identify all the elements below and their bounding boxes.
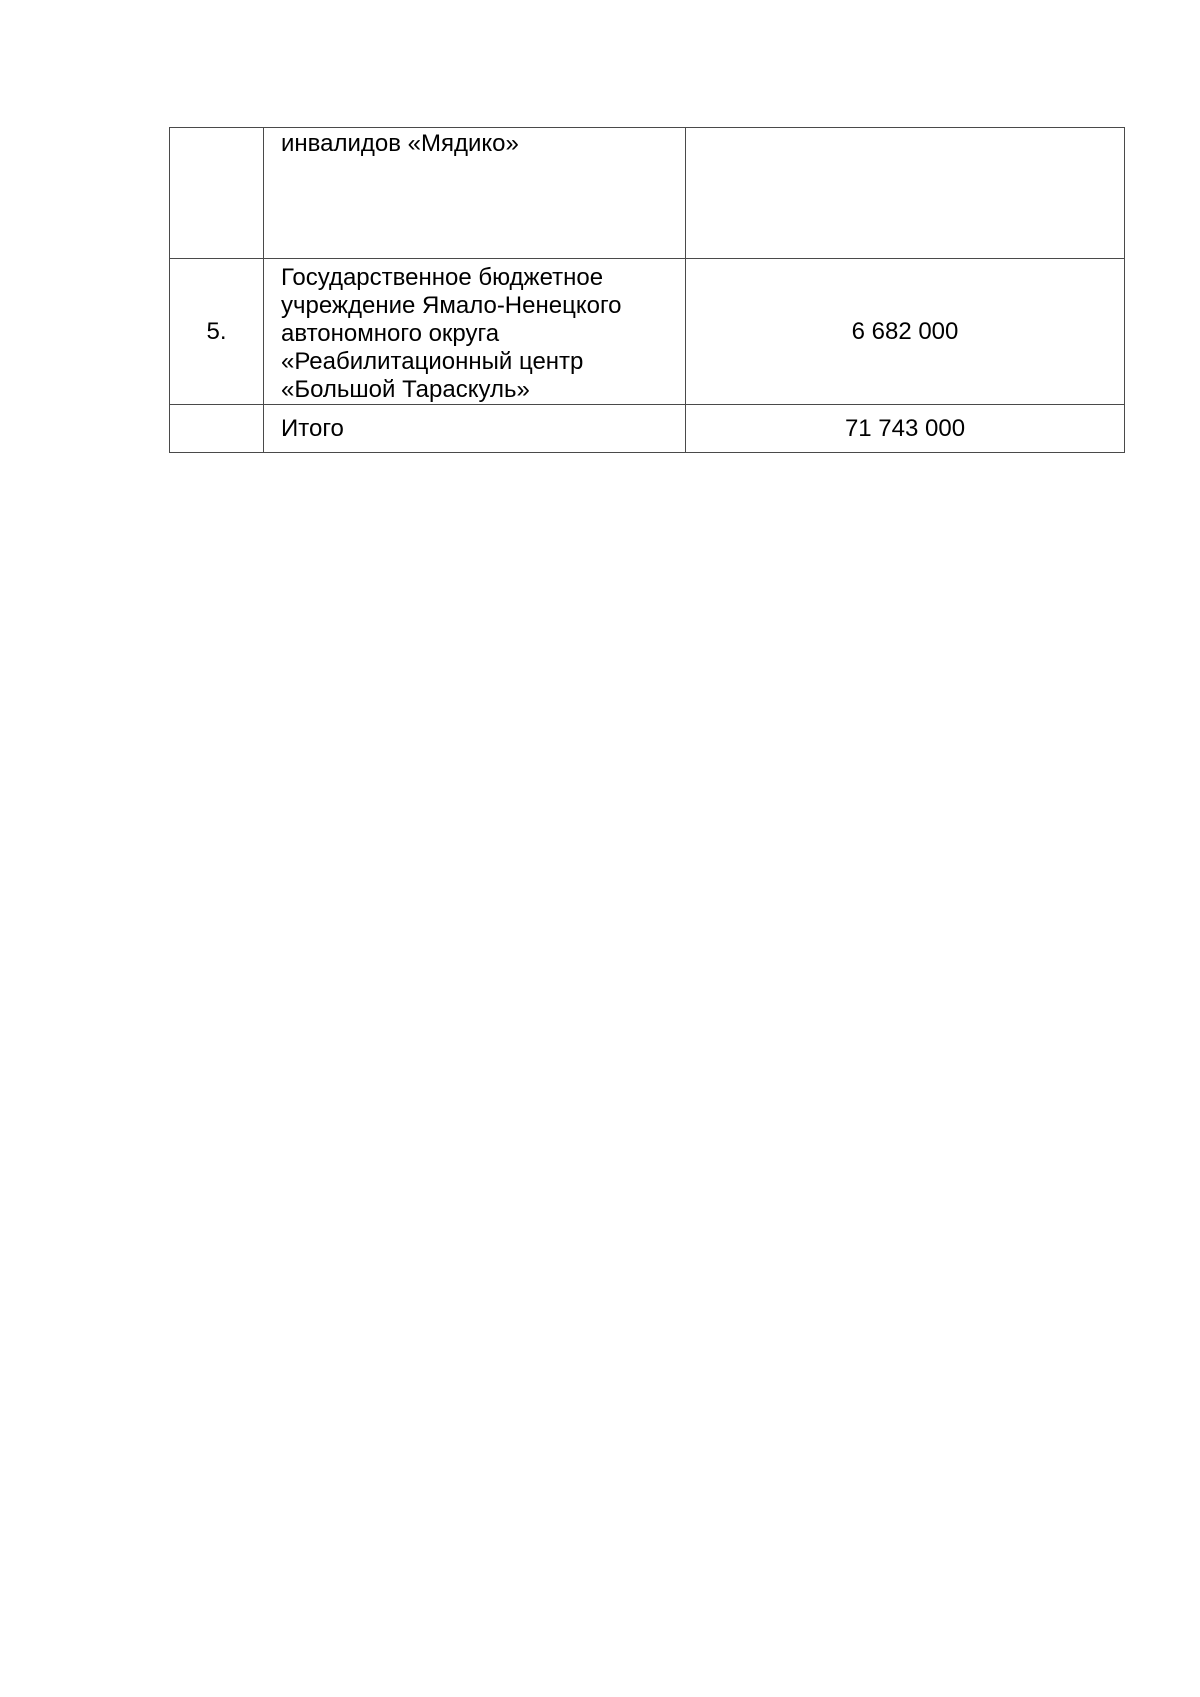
- amount-cell: [686, 128, 1125, 259]
- row-number-cell: [170, 405, 264, 453]
- institution-name-cell: инвалидов «Мядико»: [264, 128, 686, 259]
- table-row: [170, 128, 1125, 259]
- amount-cell: 6 682 000: [686, 259, 1125, 405]
- total-row: [170, 405, 1125, 453]
- table-row: [170, 259, 1125, 405]
- institution-name-cell: Государственное бюджетное учреждение Ямало-Ненецкого автономного округа «Реабилитационный центр «Большой Тараскуль»: [264, 259, 686, 405]
- row-number-cell: [170, 128, 264, 259]
- row-number-cell: 5.: [170, 259, 264, 405]
- funding-table: [169, 127, 1125, 453]
- total-label-cell: Итого: [264, 405, 686, 453]
- total-amount-cell: 71 743 000: [686, 405, 1125, 453]
